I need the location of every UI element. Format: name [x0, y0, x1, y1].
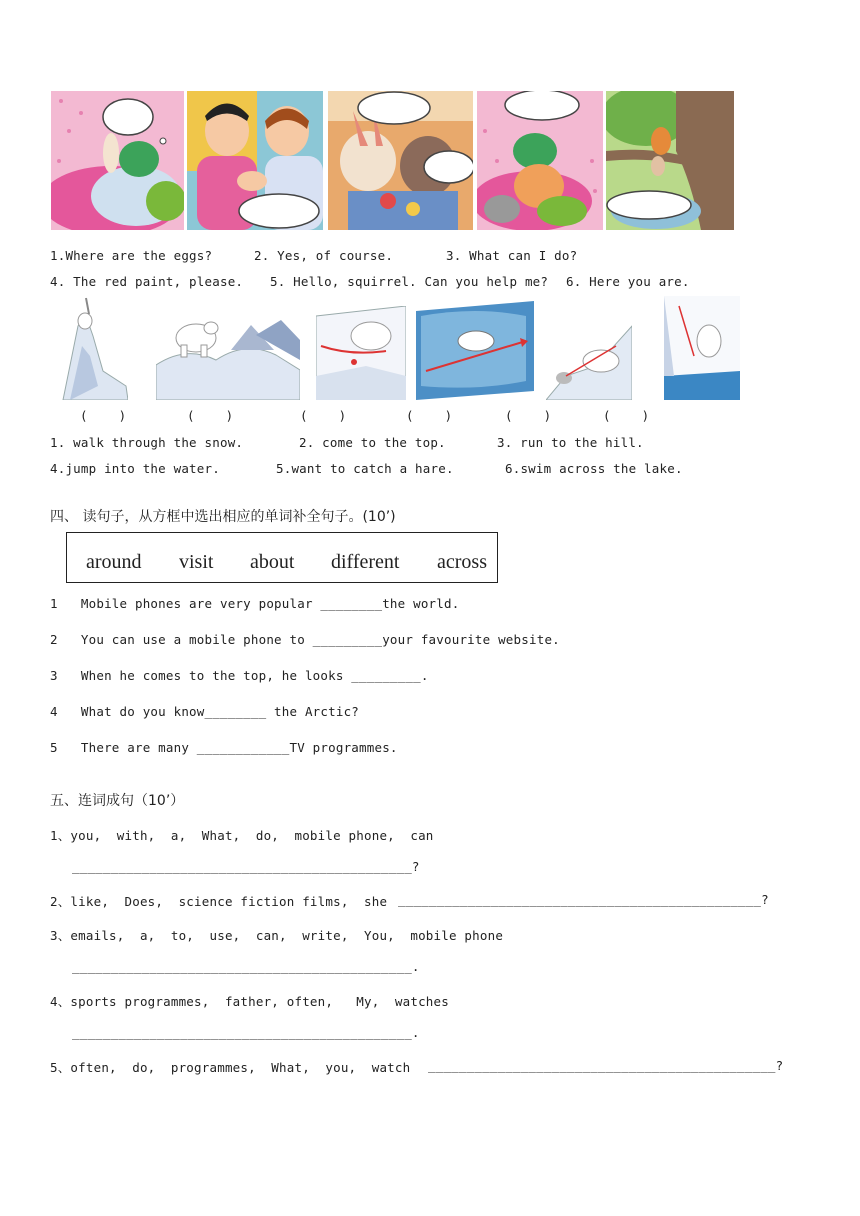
- scramble-words-2: 2、like, Does, science fiction films, she: [50, 894, 388, 909]
- fill-sentence-4: 4 What do you know________ the Arctic?: [50, 704, 360, 719]
- scramble-words-4: 4、sports programmes, father, often, My, watches: [50, 994, 449, 1009]
- bear-option-6: 6.swim across the lake.: [505, 461, 683, 476]
- section4-heading: 四、 读句子，从方框中选出相应的单词补全句子。(10’): [50, 509, 396, 525]
- comic-option-1: 1.Where are the eggs?: [50, 248, 213, 263]
- scramble-words-3: 3、emails, a, to, use, can, write, You, mobile phone: [50, 928, 504, 943]
- bear-picture-2: [156, 310, 300, 400]
- word-bank-word: about: [250, 551, 295, 573]
- bear-picture-5: [546, 316, 632, 400]
- fill-sentence-5: 5 There are many ____________TV programmes.: [50, 740, 398, 755]
- word-bank-word: different: [331, 551, 400, 573]
- word-bank-word: around: [86, 551, 142, 573]
- scramble-answer-line-4[interactable]: ____________________________________________.: [72, 1025, 420, 1040]
- fill-sentence-2: 2 You can use a mobile phone to _________your favourite website.: [50, 632, 560, 647]
- scramble-answer-line-1[interactable]: ____________________________________________?: [72, 859, 420, 874]
- bear-option-5: 5.want to catch a hare.: [276, 461, 454, 476]
- comic-option-4: 4. The red paint, please.: [50, 274, 244, 289]
- comic-option-2: 2. Yes, of course.: [254, 248, 394, 263]
- bear-picture-4: [416, 296, 534, 400]
- bear-picture-1: [58, 296, 128, 400]
- scramble-words-1: 1、you, with, a, What, do, mobile phone, can: [50, 828, 434, 843]
- comic-panel-5: [606, 91, 734, 230]
- comic-panel-1: [51, 91, 184, 230]
- bear-option-2: 2. come to the top.: [299, 435, 446, 450]
- comic-panel-3: [328, 91, 473, 230]
- comic-option-6: 6. Here you are.: [566, 274, 690, 289]
- word-bank-word: visit: [179, 551, 214, 573]
- comic-panel-4: [477, 91, 603, 230]
- bear-option-1: 1. walk through the snow.: [50, 435, 244, 450]
- fill-sentence-3: 3 When he comes to the top, he looks _________.: [50, 668, 429, 683]
- section5-heading: 五、连词成句（10’）: [50, 793, 185, 809]
- comic-option-5: 5. Hello, squirrel. Can you help me?: [270, 274, 549, 289]
- bear-picture-3: [316, 306, 406, 400]
- comic-panel-2: [187, 91, 323, 230]
- bear-option-3: 3. run to the hill.: [497, 435, 644, 450]
- scramble-answer-line-5[interactable]: _____________________________________________?: [428, 1058, 784, 1073]
- bear-option-4: 4.jump into the water.: [50, 461, 220, 476]
- bear-answer-bracket-3[interactable]: ( ): [300, 408, 347, 423]
- scramble-words-5: 5、often, do, programmes, What, you, watch: [50, 1060, 411, 1075]
- bear-answer-bracket-4[interactable]: ( ): [406, 408, 453, 423]
- word-bank-word: across: [437, 551, 487, 573]
- comic-option-3: 3. What can I do?: [446, 248, 578, 263]
- bear-answer-bracket-6[interactable]: ( ): [603, 408, 650, 423]
- bear-answer-bracket-2[interactable]: ( ): [187, 408, 234, 423]
- scramble-answer-line-2[interactable]: _______________________________________________?: [398, 892, 769, 907]
- bear-answer-bracket-5[interactable]: ( ): [505, 408, 552, 423]
- fill-sentence-1: 1 Mobile phones are very popular ________the world.: [50, 596, 460, 611]
- bear-answer-bracket-1[interactable]: ( ): [80, 408, 127, 423]
- bear-picture-6: [664, 296, 740, 400]
- scramble-answer-line-3[interactable]: ____________________________________________.: [72, 959, 420, 974]
